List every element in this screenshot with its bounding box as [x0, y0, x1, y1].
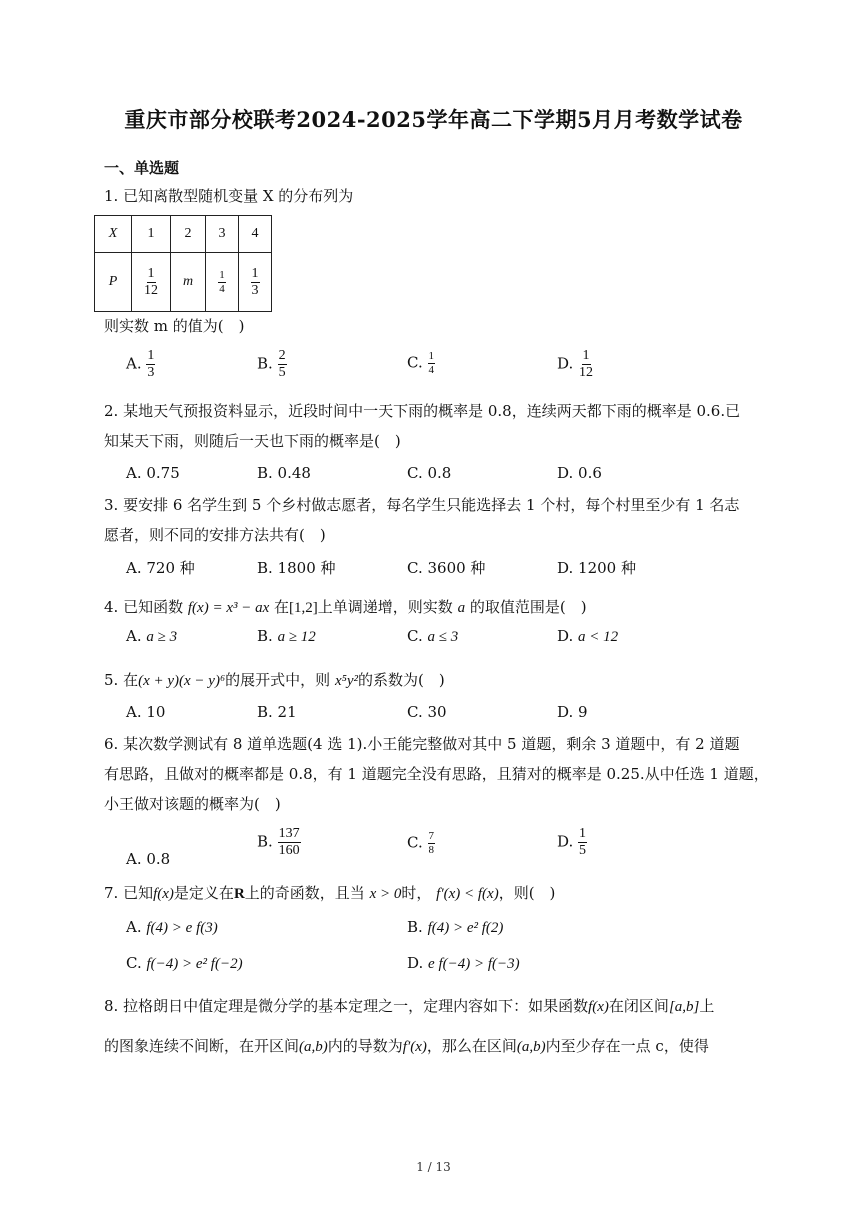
question-text: 的取值范围是( ) [469, 598, 587, 616]
fraction-denominator: 4 [428, 364, 434, 376]
distribution-table [94, 215, 272, 312]
math-expression: f(4) > e f(3) [146, 920, 218, 936]
math-expression: f(x) = x³ − ax [187, 600, 270, 616]
fraction-numerator: 1 [147, 265, 155, 281]
math-term: x⁵y² [334, 673, 358, 689]
question-6-line: 6. 某次数学测试有 8 道单选题(4 选 1).小王能完整做对其中 5 道题，剩余 3 道题中，有 2 道题 [104, 735, 740, 753]
table-cell [206, 253, 239, 312]
option-label: D. [557, 627, 574, 645]
math-interval: (a,b) [516, 1039, 546, 1055]
table-header-cell: X [95, 216, 132, 253]
table-header-cell: 2 [171, 216, 206, 253]
option-label: B. [407, 918, 423, 936]
option-a[interactable] [126, 627, 177, 646]
math-expression: a ≥ 3 [146, 629, 178, 645]
question-4-stem [104, 596, 587, 619]
table-cell [239, 253, 272, 312]
question-2-line: 知某天下雨，则随后一天也下雨的概率是( ) [104, 432, 401, 450]
question-7-stem [104, 882, 555, 905]
question-text: ，那么在区间 [426, 1037, 517, 1055]
math-interval: [a,b] [668, 999, 700, 1015]
question-1-stem: 1. 已知离散型随机变量 X 的分布列为 [104, 187, 354, 205]
question-3-line: 愿者，则不同的安排方法共有( ) [104, 526, 326, 544]
option-label: B. [257, 832, 273, 851]
fraction-denominator: 12 [144, 282, 158, 298]
option-d[interactable] [557, 348, 594, 381]
table-header-cell: 3 [206, 216, 239, 253]
option-a[interactable]: A. 0.75 [126, 464, 180, 482]
math-expression: f′(x) < f(x) [436, 886, 499, 902]
option-a[interactable]: A. 0.8 [126, 850, 171, 868]
option-label: A. [126, 627, 142, 645]
option-c[interactable] [407, 830, 435, 857]
option-d[interactable] [407, 954, 520, 973]
table-cell: m [171, 253, 206, 312]
page-title: 重庆市部分校联考2024-2025学年高二下学期5月月考数学试卷 [124, 107, 743, 132]
option-label: A. [126, 918, 142, 936]
math-expression: f(4) > e² f(2) [427, 920, 504, 936]
fraction-numerator: 1 [219, 268, 225, 281]
fraction-numerator: 1 [582, 348, 590, 363]
option-d[interactable] [557, 826, 587, 859]
question-text: 5. 在 [104, 671, 139, 689]
math-variable: a [457, 600, 466, 616]
math-interval: [1,2] [289, 600, 318, 616]
option-c[interactable]: C. 3600 种 [407, 559, 486, 577]
question-text: ，则( ) [498, 884, 556, 902]
fraction-denominator: 4 [219, 282, 225, 295]
question-8-line [104, 995, 714, 1018]
option-c[interactable] [407, 627, 458, 646]
fraction-numerator: 7 [428, 830, 434, 842]
question-text: 7. 已知 [104, 884, 154, 902]
page-number: 1 / 13 [416, 1160, 451, 1174]
option-label: C. [407, 627, 423, 645]
option-b[interactable]: B. 0.48 [257, 464, 311, 482]
option-label: D. [557, 354, 574, 373]
option-a[interactable] [126, 918, 218, 937]
fraction-numerator: 2 [278, 348, 286, 363]
option-label: B. [257, 354, 273, 373]
question-6-line: 小王做对该题的概率为( ) [104, 795, 281, 813]
question-1-ask: 则实数 m 的值为( ) [104, 317, 245, 335]
question-8-line [104, 1035, 709, 1058]
fraction-denominator: 8 [428, 844, 434, 856]
math-interval: (a,b) [299, 1039, 328, 1055]
question-text: 内至少存在一点 c，使得 [545, 1037, 709, 1055]
option-c[interactable]: C. 30 [407, 703, 447, 721]
math-expression: f(−4) > e² f(−2) [146, 956, 243, 972]
fraction-numerator: 1 [428, 350, 434, 362]
math-expression: a < 12 [578, 629, 619, 645]
option-b[interactable]: B. 21 [257, 703, 297, 721]
math-set: R [233, 886, 245, 902]
question-text: 在闭区间 [608, 997, 669, 1015]
math-expression: a ≤ 3 [427, 629, 459, 645]
option-a[interactable] [126, 348, 155, 381]
fraction-denominator: 5 [278, 365, 286, 380]
math-condition: x > 0 [369, 886, 402, 902]
table-cell [132, 253, 171, 312]
option-b[interactable] [257, 627, 316, 646]
fraction-denominator: 12 [579, 365, 594, 380]
option-c[interactable]: C. 0.8 [407, 464, 452, 482]
math-expression: e f(−4) > f(−3) [428, 956, 520, 972]
question-3-line: 3. 要安排 6 名学生到 5 个乡村做志愿者，每名学生只能选择去 1 个村，每个村里至少有 1 名志 [104, 496, 740, 514]
math-expression: f′(x) [402, 1039, 427, 1055]
table-header-cell: 4 [239, 216, 272, 253]
table-row-label: P [95, 253, 132, 312]
option-b[interactable] [407, 918, 503, 937]
option-label: C. [126, 954, 142, 972]
question-text: 上 [699, 997, 715, 1015]
option-b[interactable] [257, 826, 301, 859]
option-label: D. [407, 954, 424, 972]
option-d[interactable]: D. 9 [557, 703, 588, 721]
fraction-denominator: 160 [278, 843, 300, 858]
question-text: 时， [401, 884, 432, 902]
fraction-denominator: 3 [147, 365, 155, 380]
option-a[interactable]: A. 720 种 [126, 559, 195, 577]
option-c[interactable] [126, 954, 243, 973]
option-label: A. [126, 354, 142, 373]
option-d[interactable] [557, 627, 618, 646]
fraction-numerator: 1 [147, 348, 155, 363]
math-expression: a ≥ 12 [277, 629, 316, 645]
fraction-numerator: 1 [579, 826, 587, 841]
question-text: 的展开式中，则 [225, 671, 331, 689]
option-d[interactable]: D. 0.6 [557, 464, 602, 482]
option-d[interactable]: D. 1200 种 [557, 559, 636, 577]
table-header-cell: 1 [132, 216, 171, 253]
option-label: C. [407, 353, 423, 372]
question-6-line: 有思路，且做对的概率都是 0.8，有 1 道题完全没有思路，且猜对的概率是 0.25.从中任选 1 道题， [104, 765, 769, 783]
option-label: C. [407, 833, 423, 852]
math-expression: (x + y)(x − y)⁶ [138, 673, 226, 689]
math-expression: f(x) [153, 886, 174, 902]
option-b[interactable] [257, 348, 287, 381]
question-text: 上的奇函数，且当 [244, 884, 365, 902]
section-heading: 一、单选题 [104, 159, 180, 177]
question-5-stem [104, 669, 445, 692]
option-label: D. [557, 832, 574, 851]
question-text: 的系数为( ) [358, 671, 445, 689]
question-text: 的图象连续不间断，在开区间 [104, 1037, 300, 1055]
option-label: B. [257, 627, 273, 645]
fraction-numerator: 1 [251, 265, 259, 281]
question-2-line: 2. 某地天气预报资料显示，近段时间中一天下雨的概率是 0.8，连续两天都下雨的概率是 0.6.已 [104, 402, 741, 420]
question-text: 在 [274, 598, 290, 616]
fraction-numerator: 137 [278, 826, 300, 841]
math-expression: f(x) [588, 999, 609, 1015]
question-text: 上单调递增，则实数 [317, 598, 453, 616]
question-text: 8. 拉格朗日中值定理是微分学的基本定理之一，定理内容如下：如果函数 [104, 997, 589, 1015]
option-b[interactable]: B. 1800 种 [257, 559, 336, 577]
fraction-denominator: 5 [579, 843, 587, 858]
fraction-denominator: 3 [251, 282, 259, 298]
question-text: 内的导数为 [327, 1037, 403, 1055]
option-c[interactable] [407, 350, 435, 377]
question-text: 是定义在 [173, 884, 234, 902]
question-text: 4. 已知函数 [104, 598, 184, 616]
option-a[interactable]: A. 10 [126, 703, 166, 721]
